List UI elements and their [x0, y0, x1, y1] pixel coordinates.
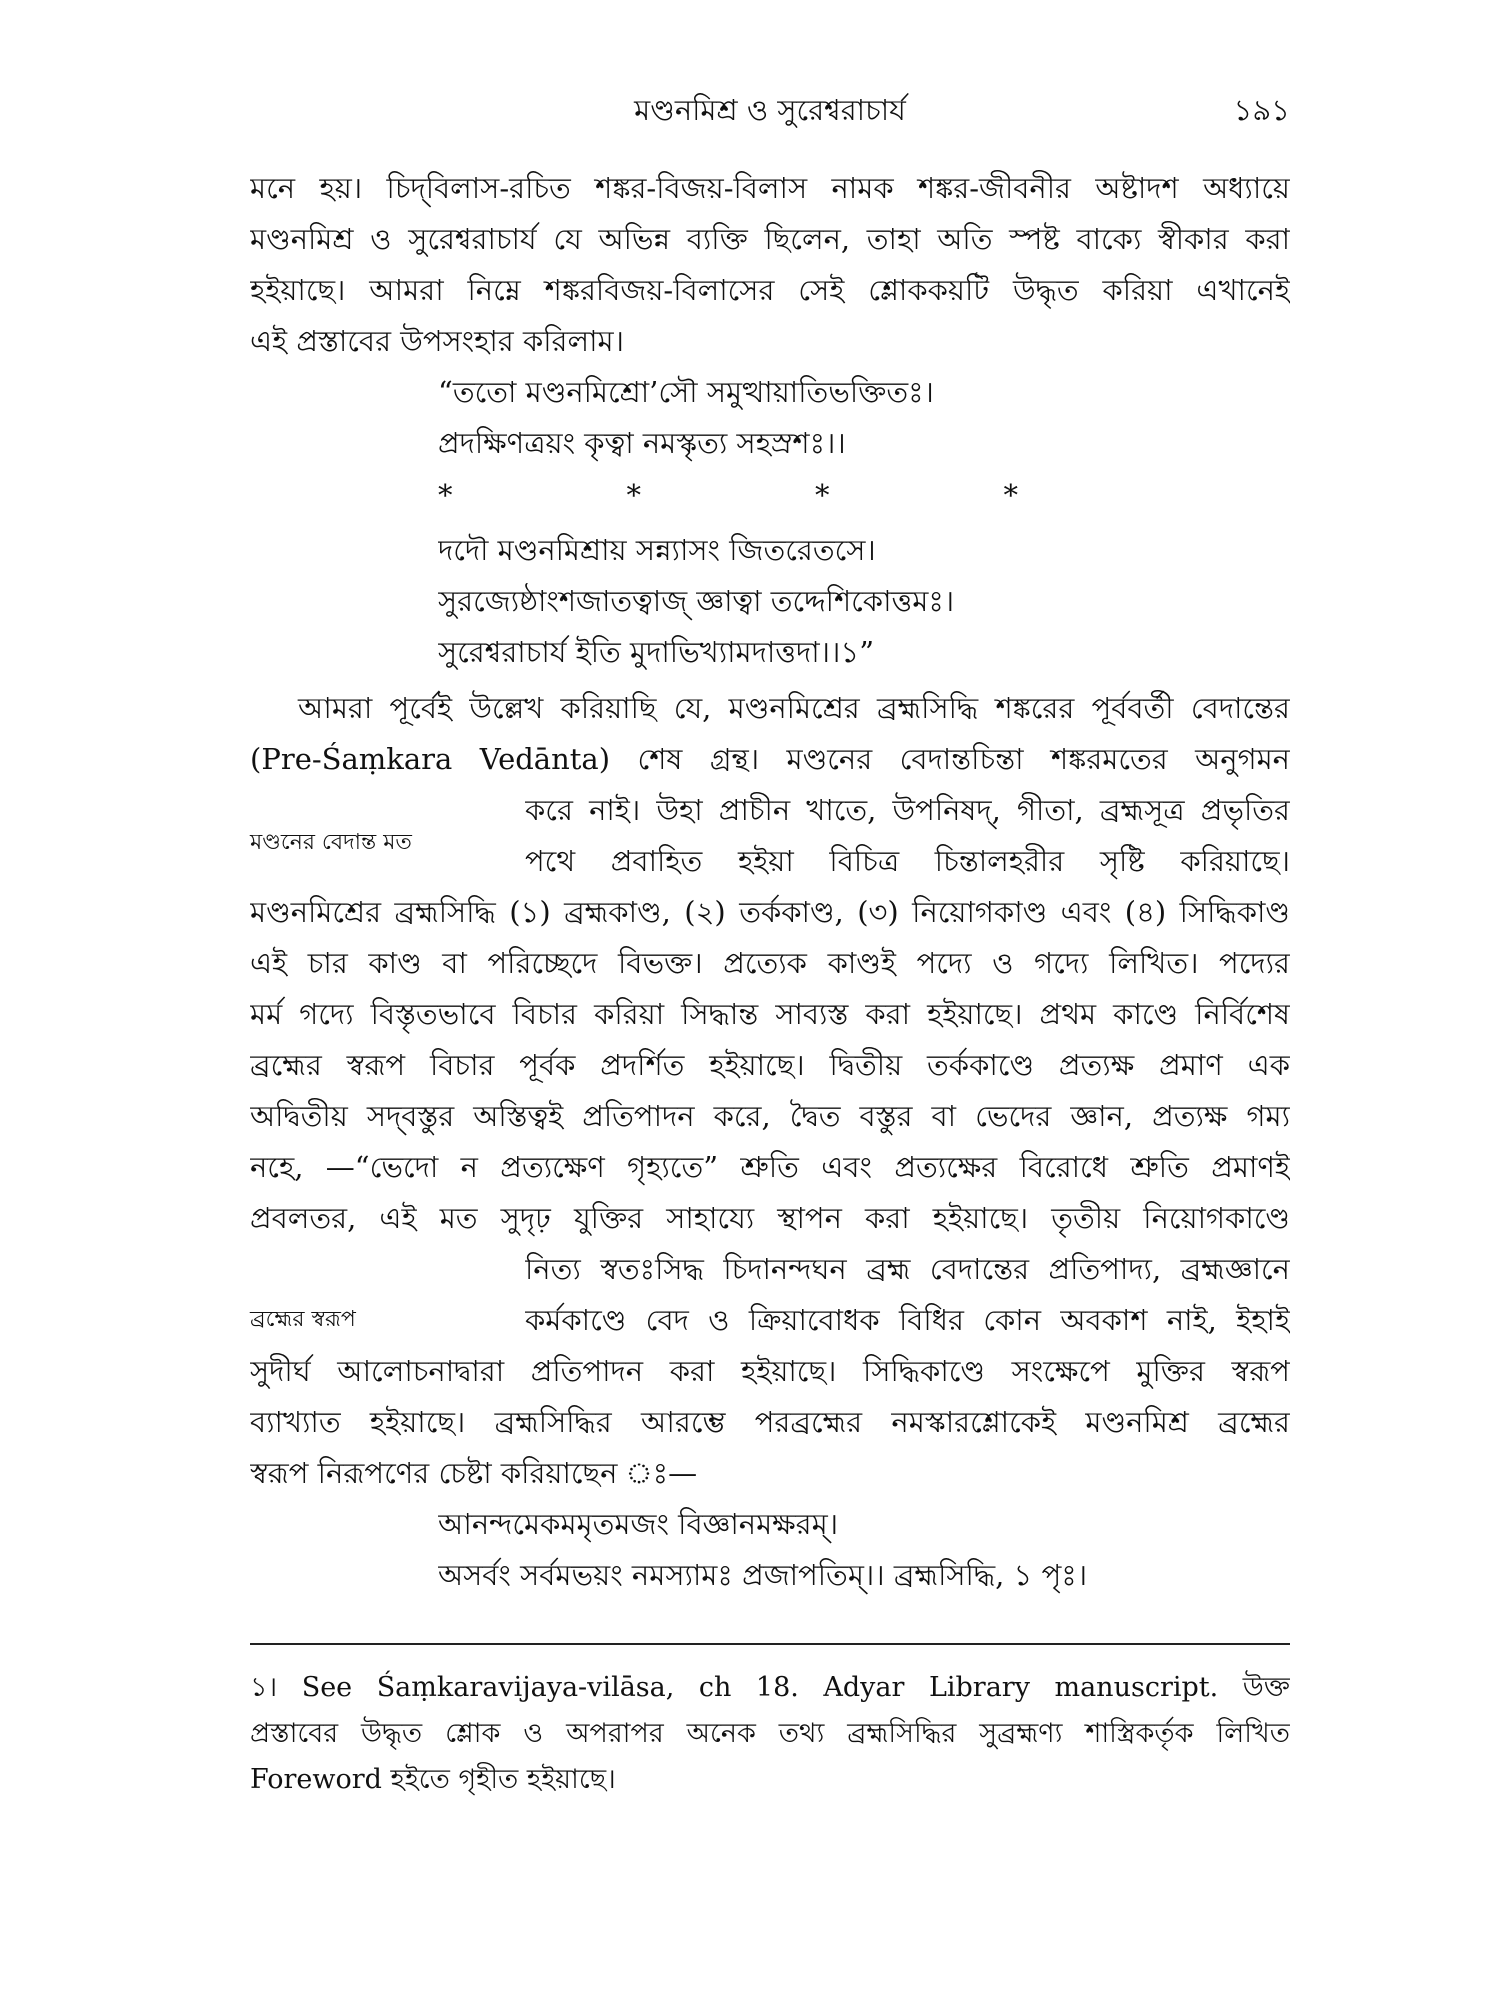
paragraph-indented-2 — [525, 1244, 1290, 1346]
text-line: হইয়াছে। আমরা নিম্নে শঙ্করবিজয়-বিলাসের সেই শ্লোককয়টি উদ্ধৃত করিয়া এখানেই — [250, 273, 1290, 307]
star-mark: * — [438, 478, 453, 512]
text-line: ব্যাখ্যাত হইয়াছে। ব্রহ্মসিদ্ধির আরম্ভে পরব্রহ্মের নমস্কারশ্লোকেই মণ্ডনমিশ্র ব্রহ্মের — [250, 1405, 1290, 1439]
star-mark: * — [626, 478, 641, 512]
star-mark: * — [1003, 478, 1018, 512]
text-line: প্রবলতর, এই মত সুদৃঢ় যুক্তির সাহায্যে স্থাপন করা হইয়াছে। তৃতীয় নিয়োগকাণ্ডে — [250, 1201, 1290, 1235]
paragraph-intro — [250, 163, 1290, 367]
text-line: এই চার কাণ্ড বা পরিচ্ছেদে বিভক্ত। প্রত্যেক কাণ্ডই পদ্যে ও গদ্যে লিখিত। পদ্যের — [250, 946, 1290, 980]
text-line: আমরা পূর্বেই উল্লেখ করিয়াছি যে, মণ্ডনমিশ্রের ব্রহ্মসিদ্ধি শঙ্করের পূর্ববর্তী বেদান্তের — [298, 691, 1290, 725]
star-mark: * — [815, 478, 830, 512]
paragraph-main-mid — [250, 887, 1290, 1244]
verse-line: প্রদক্ষিণত্রয়ং কৃত্বা নমস্কৃত্য সহস্রশঃ।। — [438, 426, 846, 460]
text-line: অদ্বিতীয় সদ্‌বস্তুর অস্তিত্বই প্রতিপাদন করে, দ্বৈত বস্তুর বা ভেদের জ্ঞান, প্রত্যক্ষ গম্য — [250, 1099, 1290, 1133]
paragraph-main-end — [250, 1346, 1290, 1499]
text-line: করে নাই। উহা প্রাচীন খাতে, উপনিষদ্, গীতা, ব্রহ্মসূত্র প্রভৃতির — [525, 793, 1290, 827]
verse-block-3 — [438, 1499, 1298, 1601]
verse-line: সুরেশ্বরাচার্য ইতি মুদাভিখ্যামদাত্তদা।।১” — [438, 635, 875, 669]
verse-line: দদৌ মণ্ডনমিশ্রায় সন্ন্যাসং জিতরেতসে। — [438, 533, 876, 567]
text-line: স্বরূপ নিরূপণের চেষ্টা করিয়াছেন ঃ— — [250, 1456, 698, 1490]
running-title: মণ্ডনমিশ্র ও সুরেশ্বরাচার্য — [634, 93, 906, 127]
text-line: পথে প্রবাহিত হইয়া বিচিত্র চিন্তালহরীর সৃষ্টি করিয়াছে। — [525, 844, 1290, 878]
footnote-divider — [250, 1643, 1290, 1645]
text-line: মণ্ডনমিশ্রের ব্রহ্মসিদ্ধি (১) ব্রহ্মকাণ্ড, (২) তর্ককাণ্ড, (৩) নিয়োগকাণ্ড এবং (৪) সিদ্ধিকাণ্ড — [250, 895, 1290, 929]
verse-block-1 — [438, 367, 1298, 469]
footnote — [250, 1665, 1290, 1803]
text-line: মনে হয়। চিদ্‌বিলাস-রচিত শঙ্কর-বিজয়-বিলাস নামক শঙ্কর-জীবনীর অষ্টাদশ অধ্যায়ে — [250, 171, 1290, 205]
paragraph-main-top — [250, 683, 1290, 785]
text-line: (Pre-Śaṃkara Vedānta) শেষ গ্রন্থ। মণ্ডনের বেদান্তচিন্তা শঙ্করমতের অনুগমন — [250, 742, 1290, 776]
verse-block-2 — [438, 525, 1298, 678]
text-line: মণ্ডনমিশ্র ও সুরেশ্বরাচার্য যে অভিন্ন ব্যক্তি ছিলেন, তাহা অতি স্পষ্ট বাক্যে স্বীকার করা — [250, 222, 1290, 256]
text-line: নিত্য স্বতঃসিদ্ধ চিদানন্দঘন ব্রহ্ম বেদান্তের প্রতিপাদ্য, ব্রহ্মজ্ঞানে — [525, 1252, 1290, 1286]
verse-line: অসর্বং সর্বমভয়ং নমস্যামঃ প্রজাপতিম্।। ব্রহ্মসিদ্ধি, ১ পৃঃ। — [438, 1558, 1088, 1592]
verse-line: “ততো মণ্ডনমিশ্রো’সৌ সমুত্থায়াতিভক্তিতঃ। — [438, 375, 934, 409]
page-number: ১৯১ — [1233, 93, 1290, 127]
footnote-line: ১। See Śaṃkaravijaya-vilāsa, ch 18. Adyar Library manuscript. উক্ত — [250, 1672, 1290, 1703]
side-note-brahman: ব্রহ্মের স্বরূপ — [250, 1307, 356, 1332]
verse-line: সুরজ্যেষ্ঠাংশজাতত্বাজ্ জ্ঞাত্বা তদ্দেশিকোত্তমঃ। — [438, 584, 955, 618]
text-line: এই প্রস্তাবের উপসংহার করিলাম। — [250, 324, 624, 358]
paragraph-indented-1 — [525, 785, 1290, 887]
text-line: নহে, —“ভেদো ন প্রত্যক্ষেণ গৃহ্যতে” শ্রুতি এবং প্রত্যক্ষের বিরোধে শ্রুতি প্রমাণই — [250, 1150, 1290, 1184]
footnote-line: Foreword হইতে গৃহীত হইয়াছে। — [250, 1764, 616, 1795]
text-line: কর্মকাণ্ডে বেদ ও ক্রিয়াবোধক বিধির কোন অবকাশ নাই, ইহাই — [525, 1303, 1290, 1337]
text-line: ব্রহ্মের স্বরূপ বিচার পূর্বক প্রদর্শিত হইয়াছে। দ্বিতীয় তর্ককাণ্ডে প্রত্যক্ষ প্রমাণ এক — [250, 1048, 1290, 1082]
ellipsis-stars — [438, 478, 1018, 512]
text-line: মর্ম গদ্যে বিস্তৃতভাবে বিচার করিয়া সিদ্ধান্ত সাব্যস্ত করা হইয়াছে। প্রথম কাণ্ডে নির্বিশেষ — [250, 997, 1290, 1031]
page-header — [250, 88, 1290, 138]
verse-line: আনন্দমেকমমৃতমজং বিজ্ঞানমক্ষরম্। — [438, 1507, 839, 1541]
text-line: সুদীর্ঘ আলোচনাদ্বারা প্রতিপাদন করা হইয়াছে। সিদ্ধিকাণ্ডে সংক্ষেপে মুক্তির স্বরূপ — [250, 1354, 1290, 1388]
side-note-vedanta: মণ্ডনের বেদান্ত মত — [250, 830, 412, 855]
footnote-line: প্রস্তাবের উদ্ধৃত শ্লোক ও অপরাপর অনেক তথ্য ব্রহ্মসিদ্ধির সুব্রহ্মণ্য শাস্ত্রিকর্তৃক লিখিত — [250, 1718, 1290, 1749]
